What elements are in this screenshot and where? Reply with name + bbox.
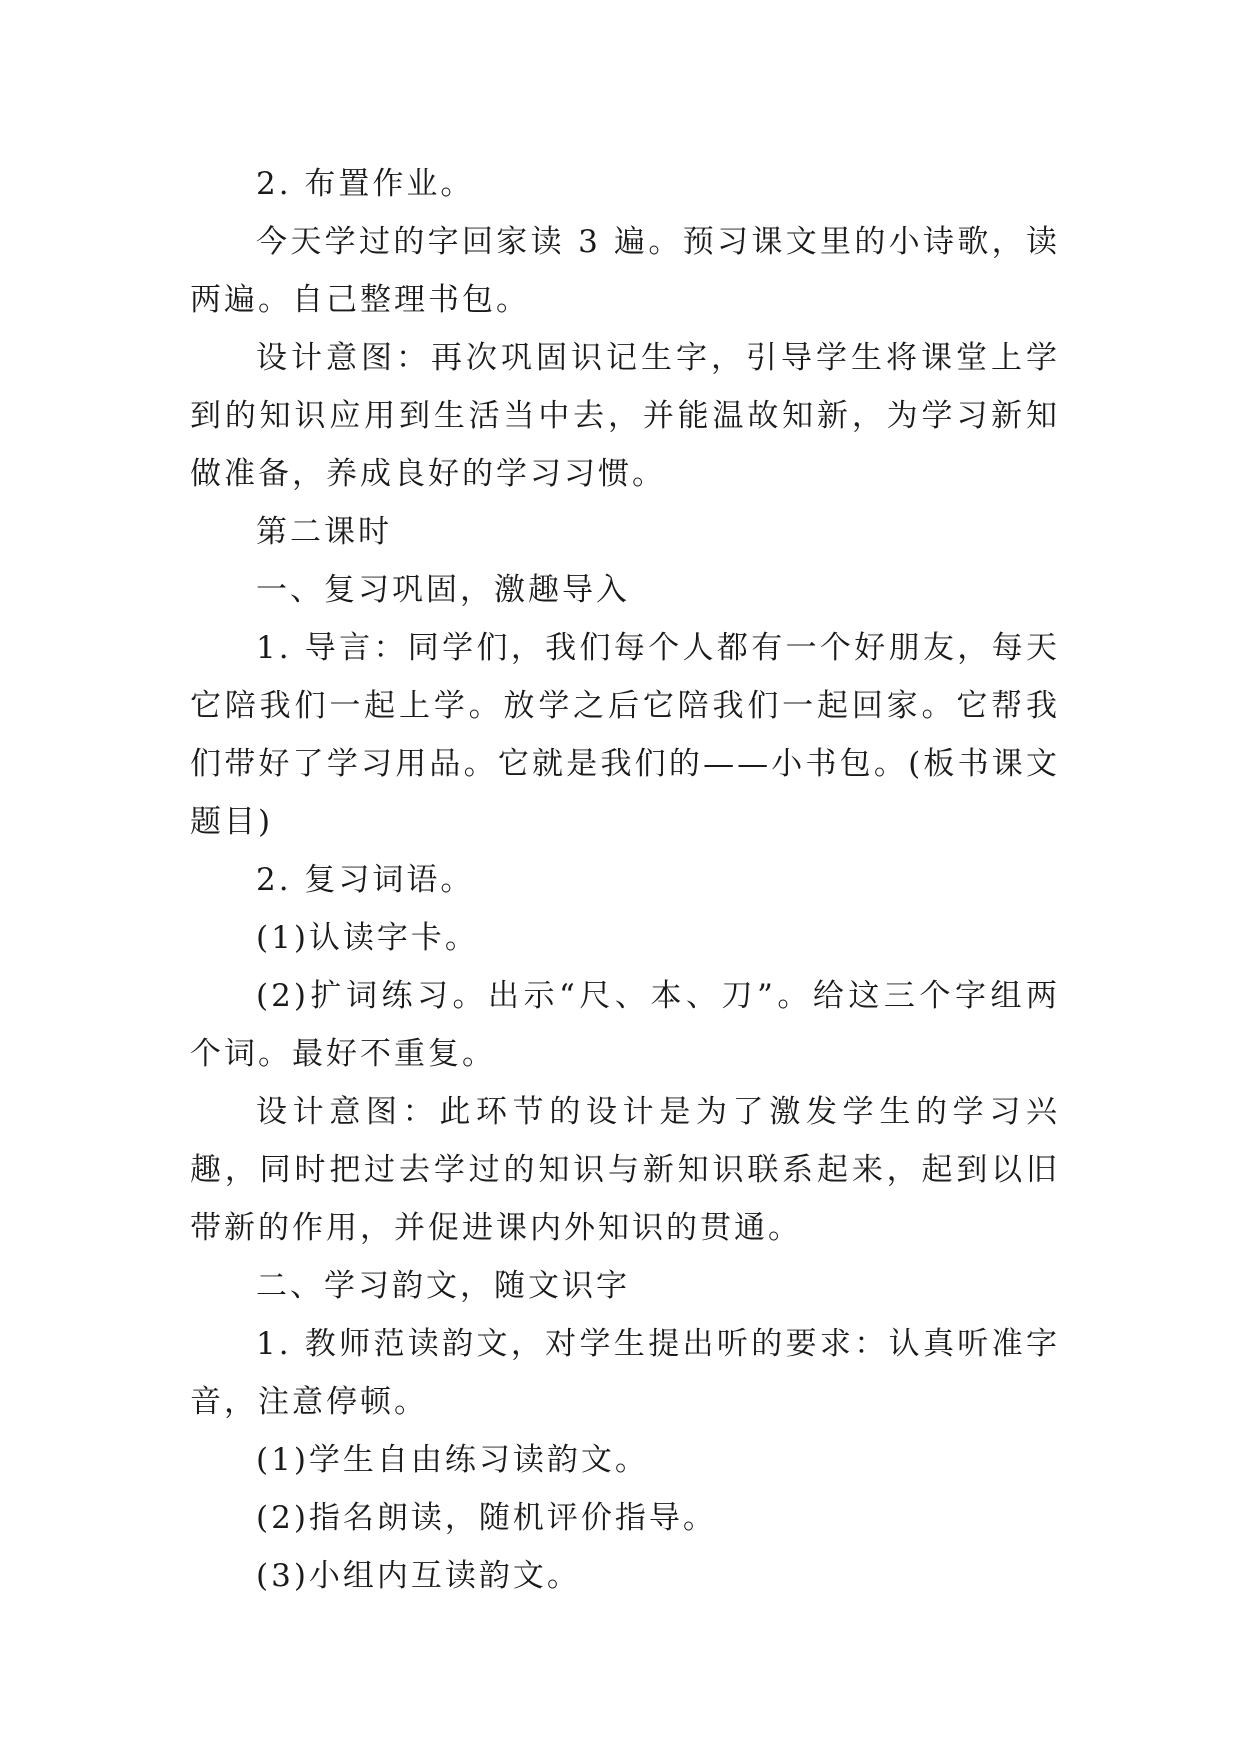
paragraph-introduction: 1. 导言：同学们，我们每个人都有一个好朋友，每天它陪我们一起上学。放学之后它陪我们一起回家。它帮我们带好了学习用品。它就是我们的——小书包。(板书课文题目) [190,630,1060,840]
paragraph-free-practice: (1)学生自由练习读韵文。 [256,1442,649,1478]
paragraph-word-expansion: (2)扩词练习。出示“尺、本、刀”。给这三个字组两个词。最好不重复。 [190,978,1060,1072]
paragraph-review-words: 2. 复习词语。 [256,862,475,898]
paragraph-design-intent-1: 设计意图：再次巩固识记生字，引导学生将课堂上学到的知识应用到生活当中去，并能温故知新，为学习新知做准备，养成良好的学习习惯。 [190,340,1060,492]
paragraph-design-intent-2: 设计意图：此环节的设计是为了激发学生的学习兴趣，同时把过去学过的知识与新知识联系起来，起到以旧带新的作用，并促进课内外知识的贯通。 [190,1094,1060,1246]
paragraph-named-reading: (2)指名朗读，随机评价指导。 [256,1500,717,1536]
document-page [190,155,1060,1605]
section-heading-review: 一、复习巩固，激趣导入 [256,572,630,608]
section-heading-learn-rhyme: 二、学习韵文，随文识字 [256,1268,630,1304]
paragraph-homework-content: 今天学过的字回家读 3 遍。预习课文里的小诗歌，读两遍。自己整理书包。 [190,224,1060,318]
paragraph-group-reading: (3)小组内互读韵文。 [256,1558,581,1594]
paragraph-read-cards: (1)认读字卡。 [256,920,479,956]
paragraph-teacher-reading: 1. 教师范读韵文，对学生提出听的要求：认真听准字音，注意停顿。 [190,1326,1060,1420]
section-heading-second-lesson: 第二课时 [256,514,392,550]
paragraph-assign-homework: 2. 布置作业。 [256,166,475,202]
